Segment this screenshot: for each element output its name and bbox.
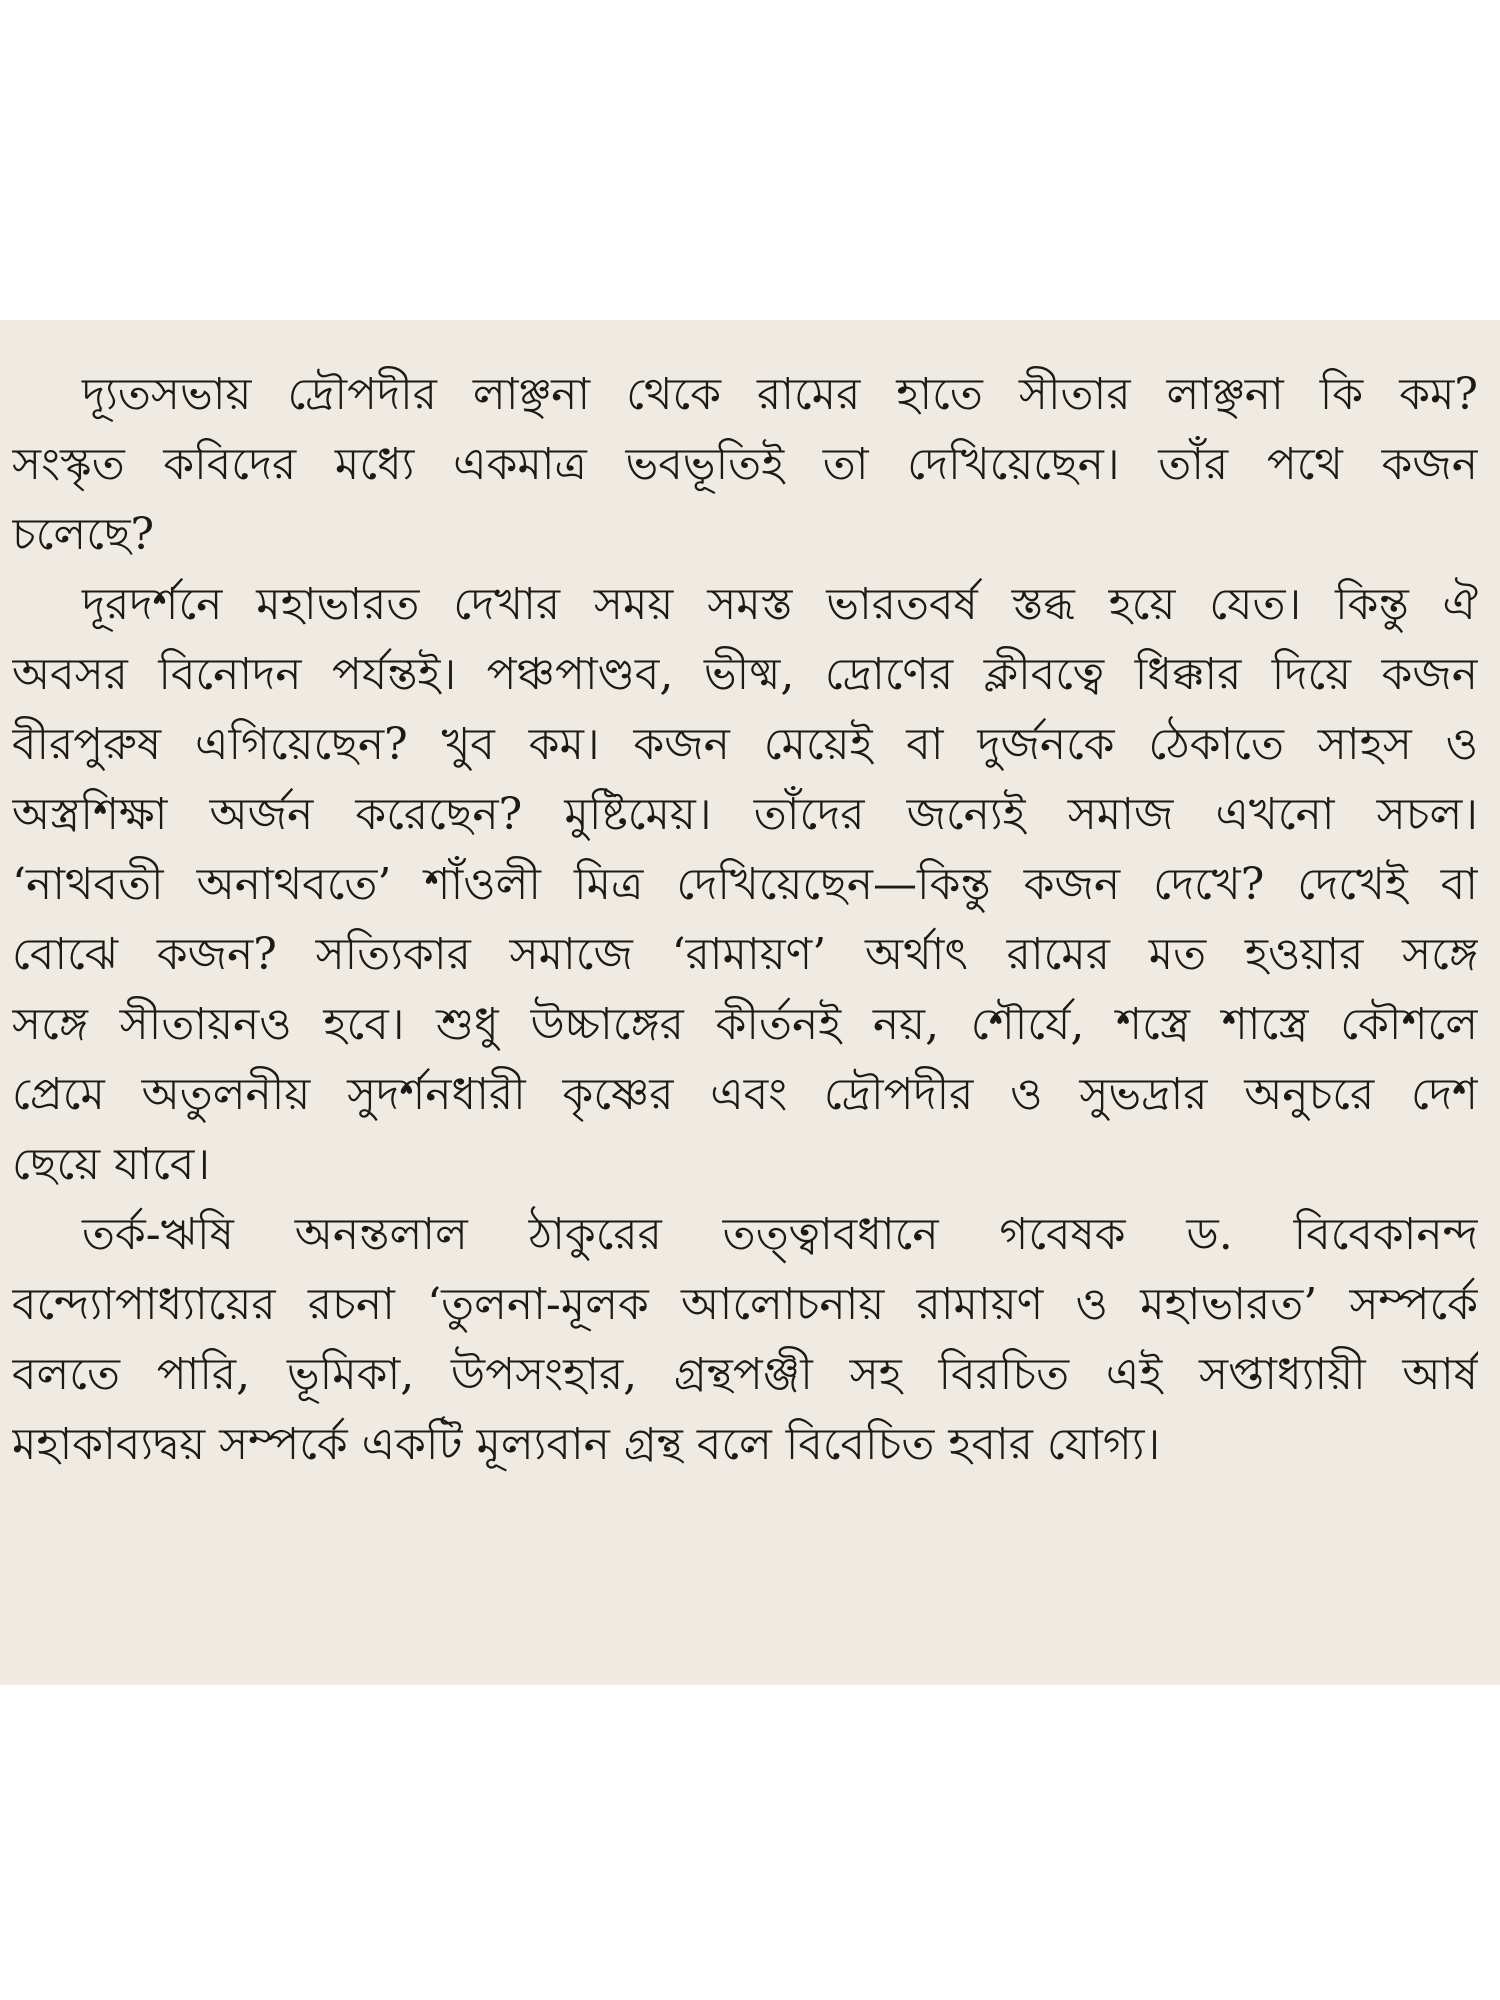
text-line: বীরপুরুষ এগিয়েছেন? খুব কম। কজন মেয়েই বা দুর্জনকে ঠেকাতে সাহস ও xyxy=(12,719,1478,770)
text-line: ‘নাথবতী অনাথবতে’ শাঁওলী মিত্র দেখিয়েছেন—কিন্তু কজন দেখে? দেখেই বা xyxy=(12,859,1478,910)
text-line: দূরদর্শনে মহাভারত দেখার সময় সমস্ত ভারতবর্ষ স্তব্ধ হয়ে যেত। কিন্তু ঐ xyxy=(82,579,1478,630)
text-line: দ্যূতসভায় দ্রৌপদীর লাঞ্ছনা থেকে রামের হাতে সীতার লাঞ্ছনা কি কম? xyxy=(82,369,1478,420)
body-text xyxy=(12,360,1478,1480)
text-line: বলতে পারি, ভূমিকা, উপসংহার, গ্রন্থপঞ্জী সহ বিরচিত এই সপ্তাধ্যায়ী আর্ষ xyxy=(12,1349,1478,1400)
text-line: অবসর বিনোদন পর্যন্তই। পঞ্চপাণ্ডব, ভীষ্ম, দ্রোণের ক্লীবত্বে ধিক্কার দিয়ে কজন xyxy=(12,649,1478,700)
text-line: বোঝে কজন? সত্যিকার সমাজে ‘রামায়ণ’ অর্থাৎ রামের মত হওয়ার সঙ্গে xyxy=(12,929,1478,980)
text-line: অস্ত্রশিক্ষা অর্জন করেছেন? মুষ্টিমেয়। তাঁদের জন্যেই সমাজ এখনো সচল। xyxy=(12,789,1478,840)
text-line: চলেছে? xyxy=(12,509,155,560)
text-line: মহাকাব্যদ্বয় সম্পর্কে একটি মূল্যবান গ্রন্থ বলে বিবেচিত হবার যোগ্য। xyxy=(12,1419,1161,1470)
text-line: সঙ্গে সীতায়নও হবে। শুধু উচ্চাঙ্গের কীর্তনই নয়, শৌর্যে, শস্ত্রে শাস্ত্রে কৌশলে xyxy=(12,999,1478,1050)
text-line: প্রেমে অতুলনীয় সুদর্শনধারী কৃষ্ণের এবং দ্রৌপদীর ও সুভদ্রার অনুচরে দেশ xyxy=(12,1069,1478,1120)
text-line: সংস্কৃত কবিদের মধ্যে একমাত্র ভবভূতিই তা দেখিয়েছেন। তাঁর পথে কজন xyxy=(12,439,1478,490)
text-line: ছেয়ে যাবে। xyxy=(12,1139,211,1190)
text-line: বন্দ্যোপাধ্যায়ের রচনা ‘তুলনা-মূলক আলোচনায় রামায়ণ ও মহাভারত’ সম্পর্কে xyxy=(12,1279,1478,1330)
text-line: তর্ক-ঋষি অনন্তলাল ঠাকুরের তত্ত্বাবধানে গবেষক ড. বিবেকানন্দ xyxy=(82,1209,1478,1260)
